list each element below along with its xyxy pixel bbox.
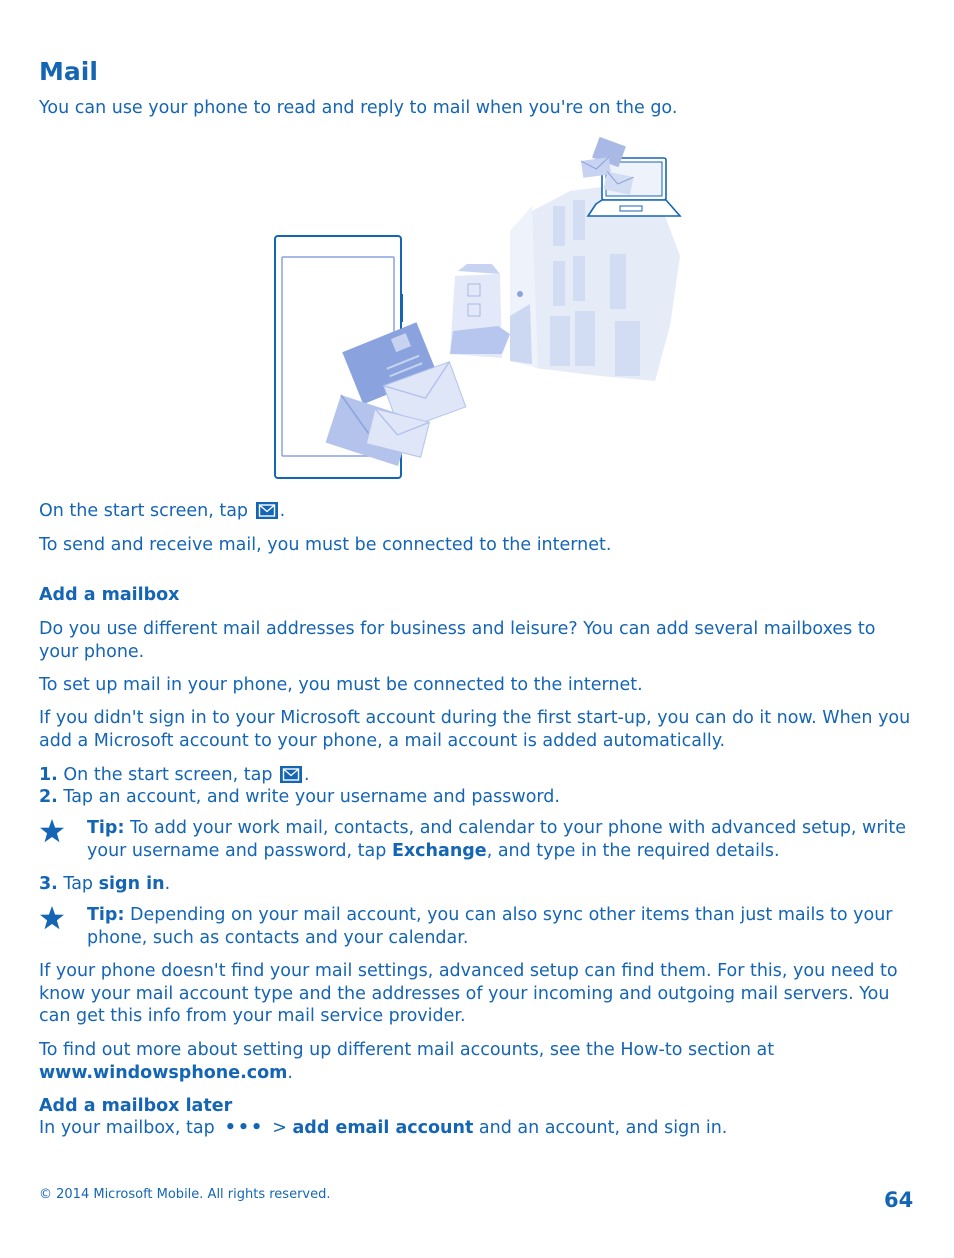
exchange-term: Exchange [391, 840, 487, 861]
add-mailbox-para-2: To set up mail in your phone, you must be connected to the internet. [39, 675, 643, 695]
step-3-number: 3. [39, 874, 58, 894]
connection-note: To send and receive mail, you must be connected to the internet. [39, 535, 612, 555]
add-mailbox-para-3: If you didn't sign in to your Microsoft account during the first start-up, you can do it now. When you add a Microsoft account to your phone, a mail account is added automatically. [39, 708, 911, 751]
page-title: Mail [39, 57, 98, 86]
start-instruction [39, 500, 919, 523]
more-info-end: . [287, 1062, 293, 1083]
start-instruction-text: On the start screen, tap [39, 501, 249, 521]
mail-icon [256, 502, 278, 519]
add-later-instruction [39, 1117, 919, 1140]
copyright: © 2014 Microsoft Mobile. All rights reserved. [39, 1187, 331, 1202]
add-mailbox-para-1: Do you use different mail addresses for business and leisure? You can add several mailboxes to your phone. [39, 619, 876, 662]
tip-label: Tip: [87, 905, 125, 925]
tip-exchange [87, 817, 917, 862]
step-2-text: Tap an account, and write your username and password. [63, 787, 560, 807]
step-3-end: . [164, 874, 171, 894]
more-dots-icon: ••• [224, 1118, 265, 1138]
more-info-text: To find out more about setting up different mail accounts, see the How-to section at [39, 1040, 775, 1060]
add-later-text: In your mailbox, tap [39, 1118, 215, 1138]
menu-separator: > [272, 1118, 287, 1138]
tip-sync [87, 904, 917, 949]
star-icon [39, 905, 65, 931]
intro-text: You can use your phone to read and reply to mail when you're on the go. [39, 98, 678, 118]
tip-exchange-end: , and type in the required details. [486, 840, 780, 861]
step-1-number: 1. [39, 765, 58, 785]
step-1-text: On the start screen, tap [63, 765, 273, 785]
sign-in-term: sign in [98, 874, 165, 894]
add-email-account-term: add email account [292, 1118, 474, 1138]
add-later-end: and an account, and sign in. [478, 1118, 728, 1138]
step-3 [39, 873, 919, 896]
step-3-text: Tap [63, 874, 94, 894]
star-icon [39, 818, 65, 844]
page-number: 64 [884, 1188, 914, 1212]
step-2-number: 2. [39, 787, 58, 807]
tip-label: Tip: [87, 818, 125, 838]
windowsphone-link[interactable]: www.windowsphone.com [39, 1062, 288, 1083]
tip-sync-text: Depending on your mail account, you can also sync other items than just mails to your phone, such as contacts and your calendar. [87, 905, 893, 948]
step-2 [39, 786, 919, 809]
step-1 [39, 764, 919, 787]
mail-illustration [270, 136, 690, 486]
mail-icon [280, 766, 302, 783]
step-1-end: . [304, 765, 310, 785]
more-info-para [39, 1039, 919, 1084]
tip-exchange-text: To add your work mail, contacts, and calendar to your phone with advanced setup, write your username and password, tap [87, 818, 907, 861]
advanced-setup-para: If your phone doesn't find your mail settings, advanced setup can find them. For this, you need to know your mail account type and the addresses of your incoming and outgoing mail servers. You can get this info from your mail service provider. [39, 961, 898, 1026]
start-instruction-end: . [279, 501, 286, 521]
add-mailbox-heading: Add a mailbox [39, 585, 180, 605]
add-later-heading: Add a mailbox later [39, 1096, 233, 1116]
